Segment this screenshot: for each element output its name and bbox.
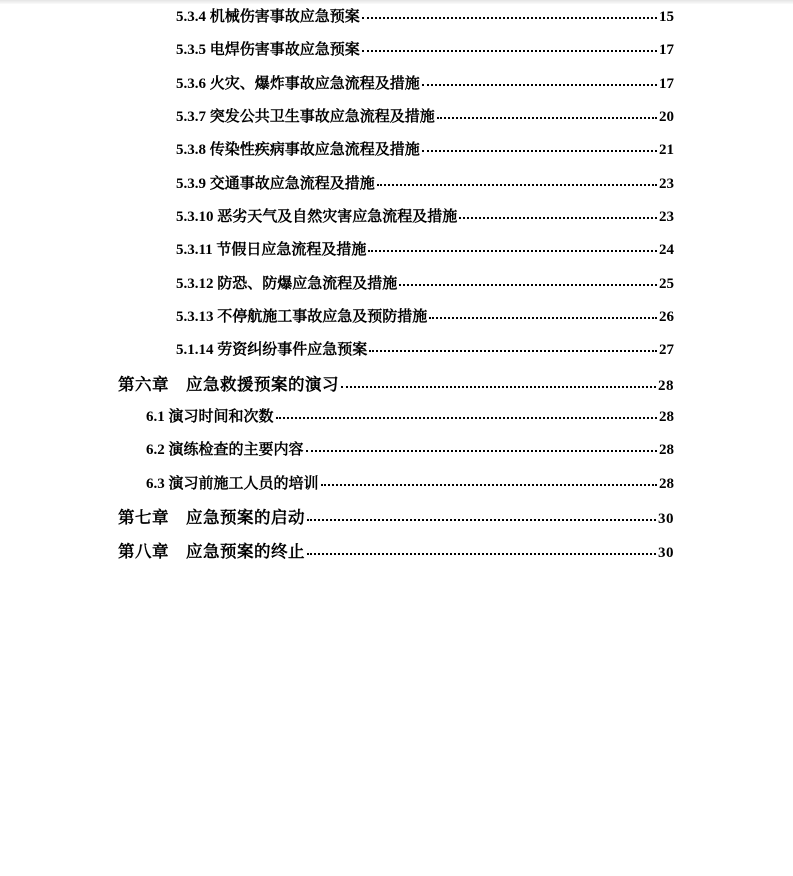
- dotted-leader: [276, 416, 657, 419]
- toc-entry-page-number: 25: [659, 275, 674, 292]
- toc-entry-page-number: 28: [658, 377, 674, 394]
- dotted-leader: [437, 116, 657, 119]
- dotted-leader: [307, 552, 656, 555]
- toc-entry-page-number: 23: [659, 175, 674, 192]
- toc-entry[interactable]: [0, 268, 793, 301]
- table-of-contents: [0, 1, 793, 568]
- toc-entry-page-number: 28: [659, 409, 674, 426]
- toc-entry-page-number: 28: [659, 442, 674, 459]
- toc-entry-label: 第七章 应急预案的启动: [118, 508, 305, 528]
- toc-entry[interactable]: [0, 34, 793, 67]
- toc-entry[interactable]: [0, 535, 793, 568]
- toc-entry-page-number: 17: [659, 42, 674, 59]
- dotted-leader: [399, 283, 657, 286]
- toc-entry[interactable]: [0, 134, 793, 167]
- toc-entry-label: 5.1.14 劳资纠纷事件应急预案: [176, 342, 368, 359]
- toc-entry[interactable]: [0, 334, 793, 367]
- dotted-leader: [422, 149, 657, 152]
- dotted-leader: [362, 49, 657, 52]
- toc-entry-page-number: 26: [659, 309, 674, 326]
- toc-entry-page-number: 21: [659, 142, 674, 159]
- dotted-leader: [369, 349, 657, 352]
- toc-entry-label: 6.2 演练检查的主要内容: [146, 442, 304, 459]
- dotted-leader: [307, 518, 656, 521]
- dotted-leader: [459, 216, 657, 219]
- toc-entry[interactable]: [0, 401, 793, 434]
- toc-entry-page-number: 27: [659, 342, 674, 359]
- dotted-leader: [321, 483, 657, 486]
- toc-entry[interactable]: [0, 501, 793, 534]
- toc-entry-page-number: 17: [659, 75, 674, 92]
- toc-entry-page-number: 24: [659, 242, 674, 259]
- toc-entry-label: 5.3.12 防恐、防爆应急流程及措施: [176, 275, 398, 292]
- toc-entry-page-number: 20: [659, 109, 674, 126]
- toc-entry[interactable]: [0, 434, 793, 467]
- toc-entry[interactable]: [0, 101, 793, 134]
- toc-entry-page-number: 23: [659, 209, 674, 226]
- toc-entry-label: 5.3.10 恶劣天气及自然灾害应急流程及措施: [176, 209, 458, 226]
- toc-entry-label: 5.3.4 机械伤害事故应急预案: [176, 9, 360, 25]
- dotted-leader: [429, 316, 657, 319]
- toc-entry[interactable]: [0, 1, 793, 34]
- toc-entry[interactable]: [0, 168, 793, 201]
- toc-entry-page-number: 30: [658, 544, 674, 561]
- toc-entry-label: 5.3.13 不停航施工事故应急及预防措施: [176, 309, 428, 326]
- toc-entry[interactable]: [0, 68, 793, 101]
- toc-entry-page-number: 15: [659, 9, 674, 25]
- dotted-leader: [362, 16, 657, 19]
- dotted-leader: [422, 83, 657, 86]
- toc-entry-label: 5.3.8 传染性疾病事故应急流程及措施: [176, 142, 420, 159]
- toc-entry-label: 5.3.6 火灾、爆炸事故应急流程及措施: [176, 75, 420, 92]
- toc-entry-label: 5.3.11 节假日应急流程及措施: [176, 242, 367, 259]
- toc-entry-page-number: 28: [659, 475, 674, 492]
- toc-entry-label: 5.3.9 交通事故应急流程及措施: [176, 175, 375, 192]
- toc-entry-label: 5.3.7 突发公共卫生事故应急流程及措施: [176, 109, 435, 126]
- dotted-leader: [306, 449, 657, 452]
- dotted-leader: [368, 249, 657, 252]
- toc-entry-label: 第六章 应急救援预案的演习: [118, 374, 339, 394]
- dotted-leader: [341, 385, 656, 388]
- toc-entry[interactable]: [0, 234, 793, 267]
- toc-entry-label: 6.3 演习前施工人员的培训: [146, 475, 319, 492]
- toc-entry-label: 第八章 应急预案的终止: [118, 541, 305, 561]
- toc-entry-page-number: 30: [658, 511, 674, 528]
- toc-entry[interactable]: [0, 201, 793, 234]
- toc-entry[interactable]: [0, 368, 793, 401]
- toc-entry[interactable]: [0, 301, 793, 334]
- toc-entry[interactable]: [0, 468, 793, 501]
- toc-entry-label: 6.1 演习时间和次数: [146, 409, 274, 426]
- dotted-leader: [377, 183, 657, 186]
- toc-entry-label: 5.3.5 电焊伤害事故应急预案: [176, 42, 360, 59]
